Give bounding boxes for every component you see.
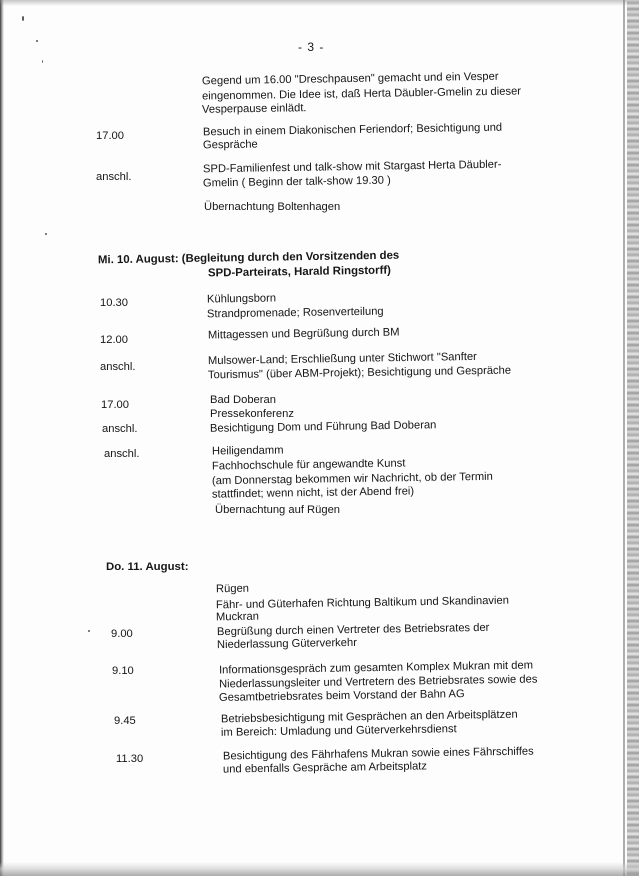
schedule-time: 11.30 [116,753,144,765]
day-header: Mi. 10. August: (Begleitung durch den Vorsitzenden des [97,249,400,267]
schedule-entry-line: Fachhochschule für angewandte Kunst [211,457,406,473]
schedule-entry-line: Kühlungsborn [206,292,277,306]
schedule-entry-line: Tourismus" (über ABM-Projekt); Besichtigung und Gespräche [207,364,512,382]
schedule-time: 17.00 [101,399,129,411]
schedule-entry-line: Heiligendamm [211,444,284,458]
day-header: SPD-Parteirats, Harald Ringstorff) [207,264,392,280]
scan-speck [22,16,24,21]
schedule-entry-line: Besichtigung Dom und Führung Bad Doberan [209,419,437,435]
schedule-entry-line: und ebenfalls Gespräche am Arbeitsplatz [222,760,428,776]
schedule-entry-line: stattfindet; wenn nicht, ist der Abend frei) [211,485,415,501]
schedule-entry-line: Niederlassungsleiter und Vertretern des Betriebsrates sowie des [218,673,538,691]
scan-edge-left [0,0,4,876]
scan-speck [45,233,47,235]
schedule-entry-line: Strandpromenade; Rosenverteilung [206,305,384,321]
schedule-entry-line: Mulsower-Land; Erschließung unter Stichwort "Sanfter [207,350,477,368]
schedule-entry-line: Begrüßung durch einen Vertreter des Betriebsrates der [216,621,490,639]
schedule-entry-line: SPD-Familienfest und talk-show mit Stargast Herta Däubler- [202,158,502,176]
schedule-entry-line: Besichtigung des Fährhafens Mukran sowie eines Fährschiffes [222,745,534,763]
schedule-entry-line: Gesamtbetriebsrates beim Vorstand der Bahn AG [218,688,465,704]
scan-edge-right [627,0,639,876]
day-header: Do. 11. August: [106,561,189,573]
schedule-entry-line: Gespräche [202,138,258,152]
schedule-entry-line: (am Donnerstag bekommen wir Nachricht, ob der Termin [211,470,493,488]
scan-speck [88,630,90,632]
schedule-time: anschl. [96,171,132,183]
schedule-entry-line: Informationsgespräch zum gesamten Komplex Mukran mit dem [218,659,534,677]
schedule-time: 9.10 [112,665,134,677]
schedule-time: 9.45 [114,715,136,727]
intro-line: Vesperpause einlädt. [201,102,307,116]
schedule-entry-line: im Bereich: Umladung und Güterverkehrsdienst [220,723,457,739]
page-number: - 3 - [298,40,325,54]
scan-edge-right-line [623,0,625,876]
schedule-entry-line: Bad Doberan [210,394,276,406]
schedule-time: anschl. [102,423,138,435]
schedule-entry-line: Übernachtung auf Rügen [215,504,341,516]
schedule-entry-line: Pressekonferenz [210,408,294,420]
scan-edge-bottom [0,862,639,876]
scan-edge-top [0,0,639,6]
schedule-time: 12.00 [100,334,128,346]
schedule-entry-line: Rügen [215,582,250,596]
schedule-entry-line: Fähr- und Güterhafen Richtung Baltikum und Skandinavien [215,594,509,612]
scan-speck [42,60,43,63]
schedule-time: anschl. [104,448,140,460]
schedule-entry-line: Niederlassung Güterverkehr [216,636,358,652]
schedule-entry-line: Besuch in einem Diakonischen Feriendorf; Besichtigung und [202,121,503,139]
schedule-time: 9.00 [111,628,133,640]
schedule-time: 17.00 [96,130,124,142]
schedule-entry-line: Muckran [215,610,259,624]
schedule-entry-line: Mittagessen und Begrüßung durch BM [207,326,400,342]
schedule-entry-line: Übernachtung Boltenhagen [204,201,341,213]
scan-speck [36,40,38,42]
schedule-time: anschl. [100,361,136,373]
schedule-entry-line: Gmelin ( Beginn der talk-show 19.30 ) [202,174,391,190]
schedule-entry-line: Betriebsbesichtigung mit Gesprächen an den Arbeitsplätzen [220,708,518,726]
schedule-time: 10.30 [100,297,128,309]
intro-line: eingenommen. Die Idee ist, daß Herta Däubler-Gmelin zu dieser [201,85,522,103]
intro-line: Gegend um 16.00 "Dreschpausen" gemacht und ein Vesper [201,70,499,88]
